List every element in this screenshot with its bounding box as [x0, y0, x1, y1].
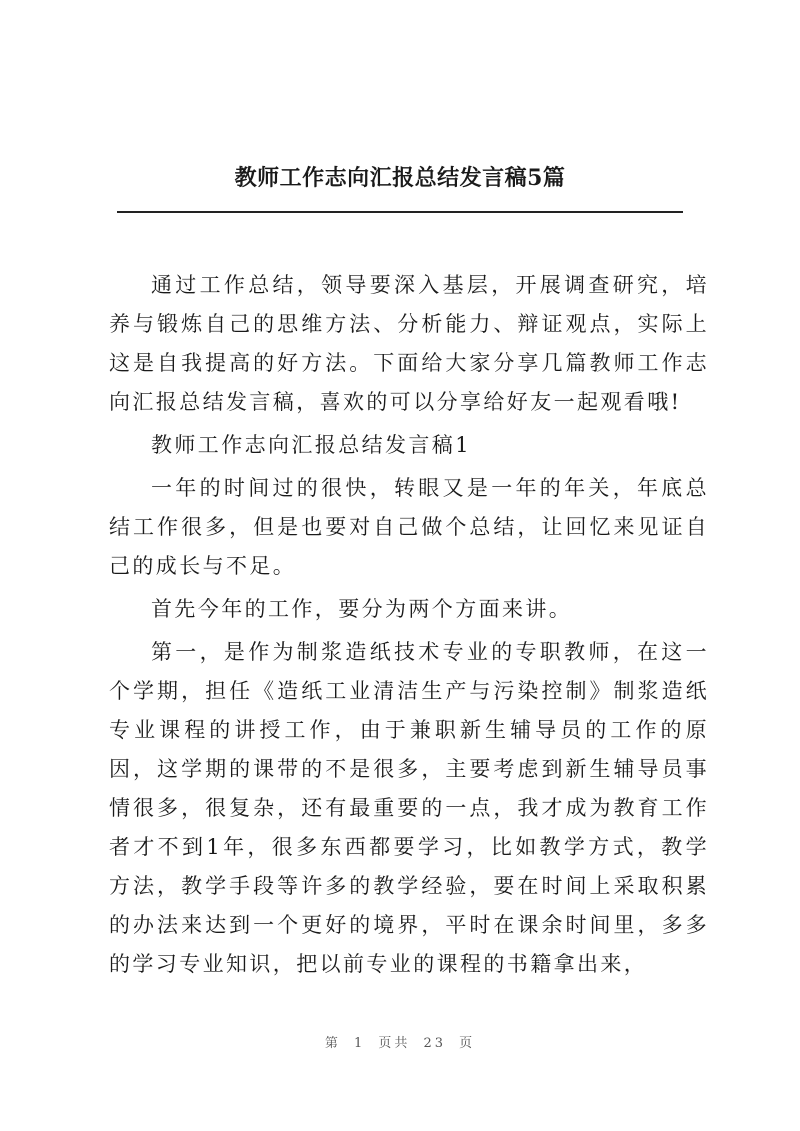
paragraph: 首先今年的工作，要分为两个方面来讲。: [151, 597, 573, 621]
page-footer: 第 1 页共 23 页: [324, 1036, 476, 1051]
section-heading: 教师工作志向汇报总结发言稿1: [151, 433, 471, 457]
paragraph: 第一，是作为制浆造纸技术专业的专职教师，在这一个学期，担任《造纸工业清洁生产与污染控制》制浆造纸专业课程的讲授工作，由于兼职新生辅导员的工作的原因，这学期的课带的不是很多，主要考虑到新生辅导员事情很多，很复杂，还有最重要的一点，我才成为教育工作者才不到1年，很多东西都要学习，比如教学方式，教学方法，教学手段等许多的教学经验，要在时间上采取积累的办法来达到一个更好的境界，平时在课余时间里，多多的学习专业知识，把以前专业的课程的书籍拿出来，: [109, 640, 709, 976]
title-underline: [117, 211, 683, 213]
paragraph-intro: 通过工作总结，领导要深入基层，开展调查研究，培养与锻炼自己的思维方法、分析能力、辩证观点，实际上这是自我提高的好方法。下面给大家分享几篇教师工作志向汇报总结发言稿，喜欢的可以分享给好友一起观看哦!: [109, 273, 709, 414]
paragraph: 一年的时间过的很快，转眼又是一年的年关，年底总结工作很多，但是也要对自己做个总结，让回忆来见证自己的成长与不足。: [109, 476, 709, 578]
document-title: 教师工作志向汇报总结发言稿5篇: [234, 165, 566, 191]
document-body: [109, 266, 709, 984]
